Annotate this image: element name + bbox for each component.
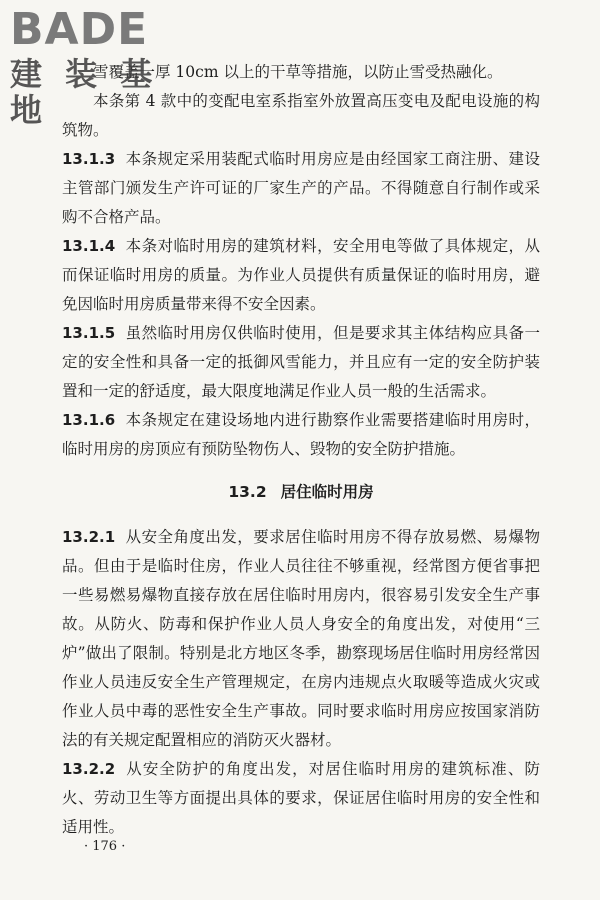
- clause-number: 13.1.6: [62, 411, 116, 429]
- paragraph-text: 本条第 4 款中的变配电室系指室外放置高压变电及配电设施的构筑物。: [62, 92, 540, 139]
- clause-number: 13.2.1: [62, 528, 116, 546]
- paragraph-text: 从安全角度出发，要求居住临时用房不得存放易燃、易爆物品。但由于是临时住房，作业人员往往不够重视，经常图方便省事把一些易燃易爆物直接存放在居住临时用房内，很容易引发安全生产事故。从防火、防毒和保护作业人员人身安全的角度出发，对使用“三炉”做出了限制。特别是北方地区冬季，勘察现场居住临时用房经常因作业人员违反安全生产管理规定，在房内违规点火取暖等造成火灾或作业人员中毒的恶性安全生产事故。同时要求临时用房应按国家消防法的有关规定配置相应的消防灭火器材。: [62, 528, 540, 749]
- logo-wordmark: BADE: [10, 4, 149, 55]
- paragraph-text: 本条规定在建设场地内进行勘察作业需要搭建临时用房时，临时用房的房顶应有预防坠物伤人、毁物的安全防护措施。: [62, 411, 540, 458]
- clause-paragraph: [62, 319, 540, 406]
- paragraph-text: 虽然临时用房仅供临时使用，但是要求其主体结构应具备一定的安全性和具备一定的抵御风雪能力，并且应有一定的安全防护装置和一定的舒适度，最大限度地满足作业人员一般的生活需求。: [62, 324, 540, 400]
- paragraph-text: 雪覆盖一厚 10cm 以上的干草等措施，以防止雪受热融化。: [93, 63, 503, 81]
- clause-paragraph: [62, 232, 540, 319]
- clause-paragraph: [62, 523, 540, 755]
- clause-number: 13.1.3: [62, 150, 116, 168]
- clause-number: 13.1.4: [62, 237, 116, 255]
- section-heading: [62, 478, 540, 507]
- clause-paragraph: [62, 755, 540, 842]
- clause-number: 13.1.5: [62, 324, 116, 342]
- section-number: 13.2: [228, 483, 267, 501]
- document-page: [62, 58, 540, 842]
- clause-number: 13.2.2: [62, 760, 116, 778]
- logo-subtitle: 建 装 基 地: [10, 55, 159, 129]
- logo: [10, 4, 175, 129]
- clause-paragraph: [62, 145, 540, 232]
- paragraph-text: 本条对临时用房的建筑材料，安全用电等做了具体规定，从而保证临时用房的质量。为作业人员提供有质量保证的临时用房，避免因临时用房质量带来得不安全因素。: [62, 237, 540, 313]
- paragraph-text: 本条规定采用装配式临时用房应是由经国家工商注册、建设主管部门颁发生产许可证的厂家生产的产品。不得随意自行制作或采购不合格产品。: [62, 150, 540, 226]
- section-title: 居住临时用房: [280, 483, 374, 501]
- clause-paragraph: [62, 406, 540, 464]
- page-number: · 176 ·: [84, 839, 126, 854]
- paragraph-text: 从安全防护的角度出发，对居住临时用房的建筑标准、防火、劳动卫生等方面提出具体的要求，保证居住临时用房的安全性和适用性。: [62, 760, 540, 836]
